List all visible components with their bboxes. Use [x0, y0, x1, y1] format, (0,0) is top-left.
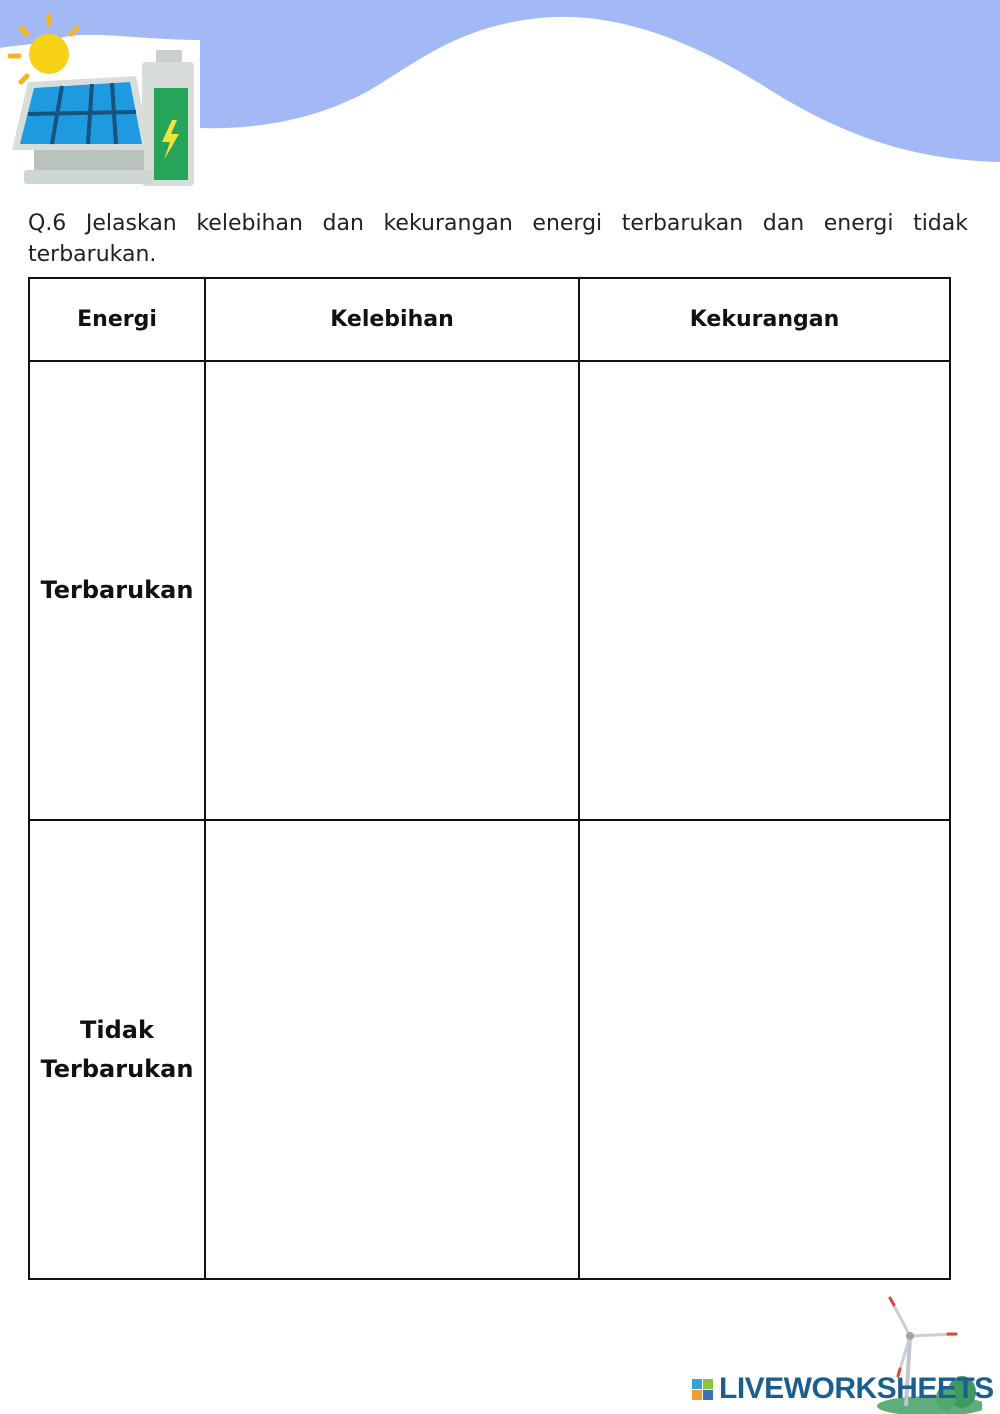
- question-text: Q.6 Jelaskan kelebihan dan kekurangan energi terbarukan dan energi tidak terbarukan.: [28, 211, 968, 267]
- header-kekurangan: Kekurangan: [579, 278, 950, 361]
- logo-blocks-icon: [692, 1379, 713, 1400]
- answer-cell-terbarukan-kekurangan[interactable]: [579, 361, 950, 820]
- answer-table: [28, 277, 951, 1280]
- table-row-terbarukan: [29, 361, 950, 820]
- table-row-tidak-terbarukan: [29, 820, 950, 1279]
- answer-cell-tidak-terbarukan-kelebihan[interactable]: [205, 820, 579, 1279]
- header-energi: Energi: [29, 278, 205, 361]
- battery-icon: [142, 50, 194, 186]
- header-kelebihan: Kelebihan: [205, 278, 579, 361]
- logo-text: LIVEWORKSHEETS: [719, 1372, 994, 1405]
- row-label-tidak-terbarukan: Tidak Terbarukan: [29, 820, 205, 1279]
- panel-icon: [12, 76, 154, 184]
- sun-icon: [10, 16, 77, 82]
- answer-cell-terbarukan-kelebihan[interactable]: [205, 361, 579, 820]
- solar-panel-battery-icon: [4, 10, 204, 192]
- row-label-terbarukan: Terbarukan: [29, 361, 205, 820]
- answer-cell-tidak-terbarukan-kekurangan[interactable]: [579, 820, 950, 1279]
- liveworksheets-logo[interactable]: [692, 1372, 994, 1406]
- table-header-row: [29, 278, 950, 361]
